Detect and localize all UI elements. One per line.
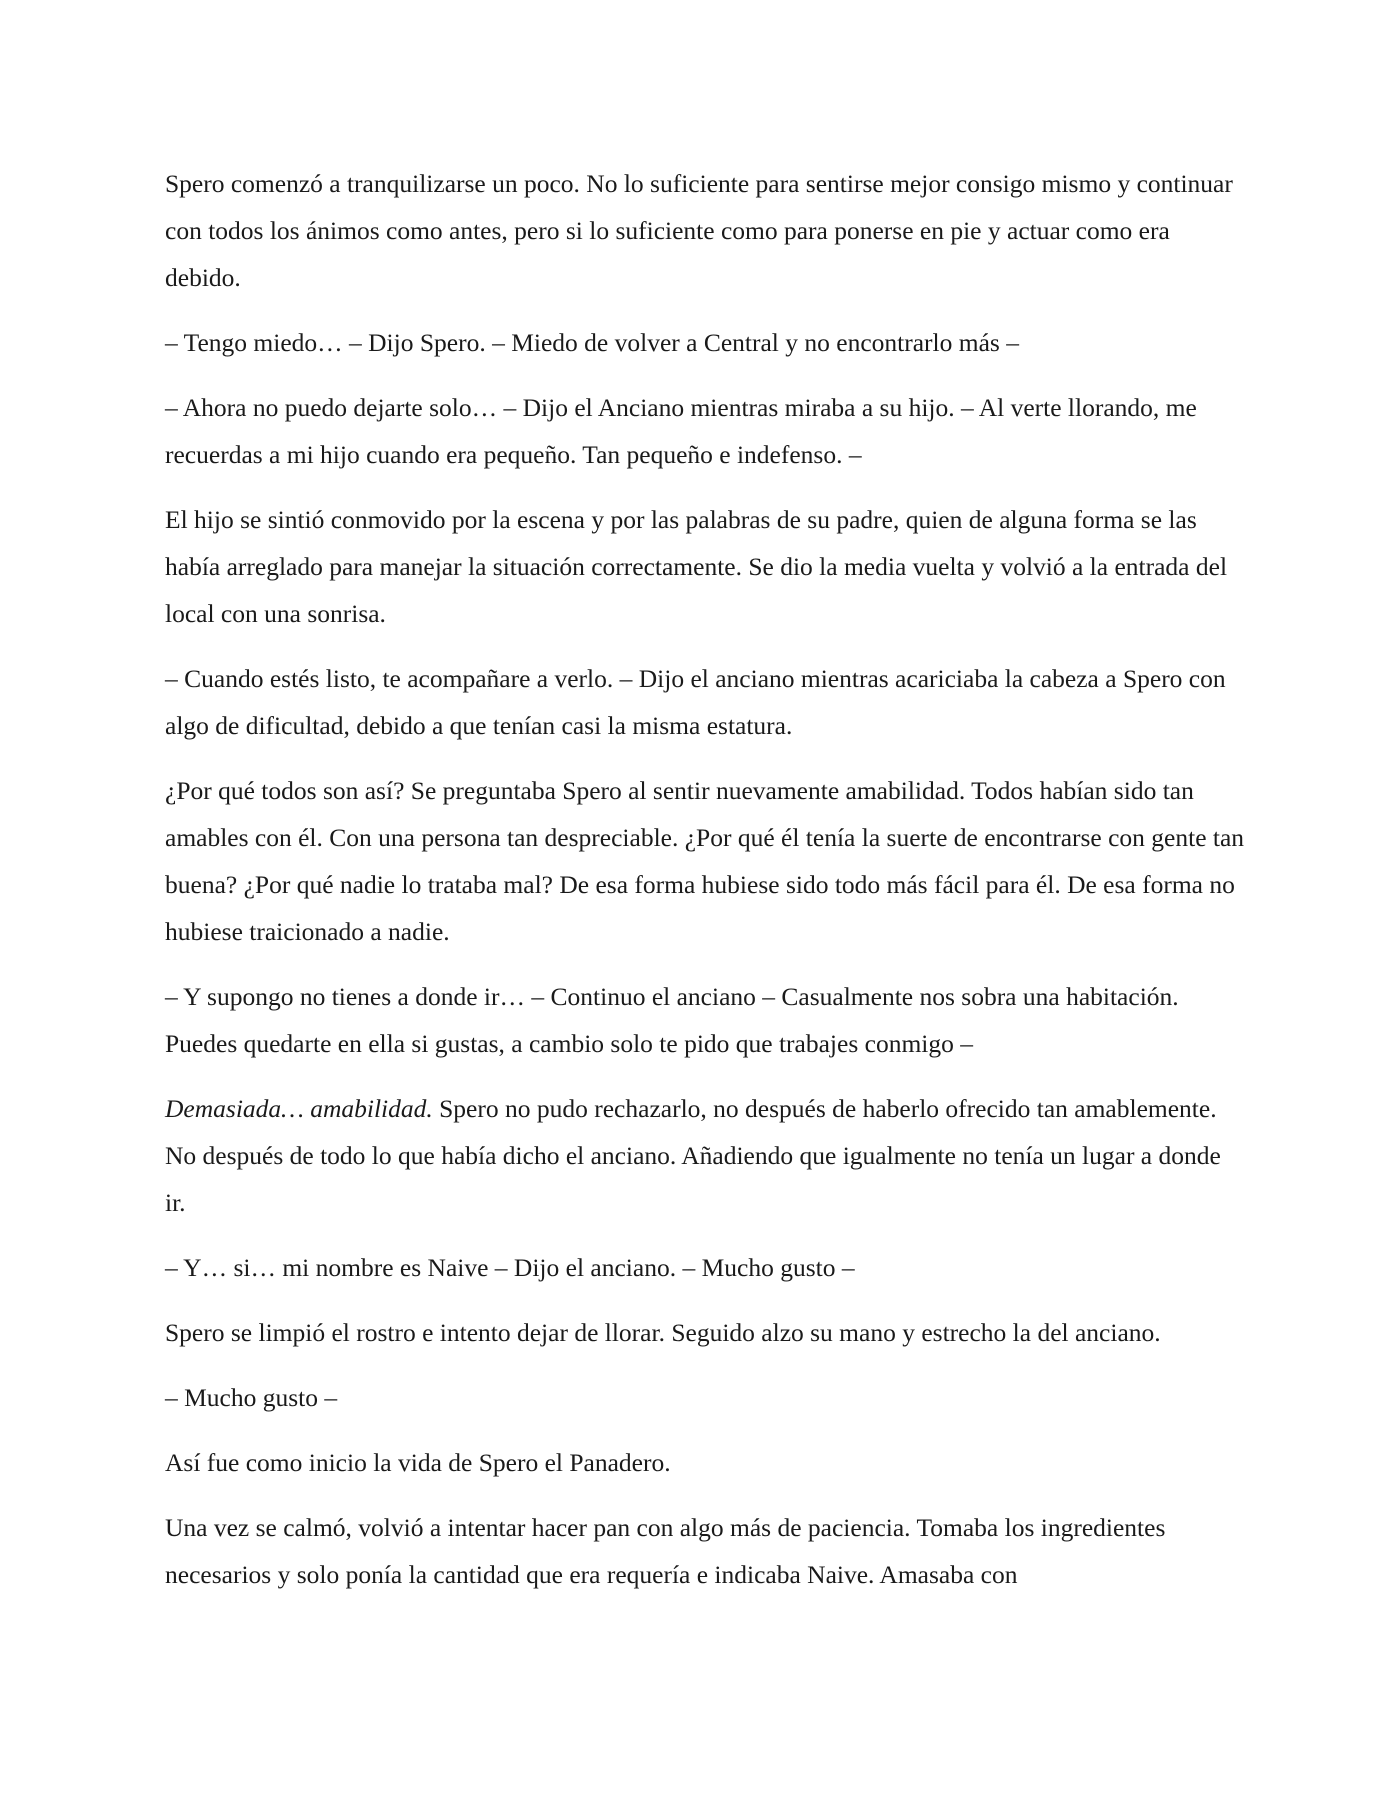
paragraph-2: – Tengo miedo… – Dijo Spero. – Miedo de volver a Central y no encontrarlo más –	[165, 328, 1019, 357]
paragraph-3: – Ahora no puedo dejarte solo… – Dijo el Anciano mientras miraba a su hijo. – Al verte llorando, me recuerdas a mi hijo cuando era pequeño. Tan pequeño e indefenso. –	[165, 393, 1197, 469]
paragraph-12: Así fue como inicio la vida de Spero el Panadero.	[165, 1448, 671, 1477]
paragraph-6: ¿Por qué todos son así? Se preguntaba Spero al sentir nuevamente amabilidad. Todos habían sido tan amables con él. Con una persona tan despreciable. ¿Por qué él tenía la suerte de encontrarse con gente tan buena? ¿Por qué nadie lo trataba mal? De esa forma hubiese sido todo más fácil para él. De esa forma no hubiese traicionado a nadie.	[165, 776, 1245, 946]
paragraph-10: Spero se limpió el rostro e intento dejar de llorar. Seguido alzo su mano y estrecho la del anciano.	[165, 1318, 1161, 1347]
paragraph-8	[165, 1085, 1245, 1226]
paragraph-8-rest: Spero no pudo rechazarlo, no después de haberlo ofrecido tan amablemente. No después de todo lo que había dicho el anciano. Añadiendo que igualmente no tenía un lugar a donde ir.	[165, 1094, 1221, 1217]
italic-phrase: Demasiada… amabilidad.	[165, 1094, 433, 1123]
paragraph-9: – Y… si… mi nombre es Naive – Dijo el anciano. – Mucho gusto –	[165, 1253, 855, 1282]
paragraph-5: – Cuando estés listo, te acompañare a verlo. – Dijo el anciano mientras acariciaba la cabeza a Spero con algo de dificultad, debido a que tenían casi la misma estatura.	[165, 664, 1226, 740]
paragraph-11: – Mucho gusto –	[165, 1383, 338, 1412]
paragraph-7: – Y supongo no tienes a donde ir… – Continuo el anciano – Casualmente nos sobra una habitación. Puedes quedarte en ella si gustas, a cambio solo te pido que trabajes conmigo –	[165, 982, 1179, 1058]
body-text	[165, 160, 1245, 1616]
paragraph-4: El hijo se sintió conmovido por la escena y por las palabras de su padre, quien de alguna forma se las había arreglado para manejar la situación correctamente. Se dio la media vuelta y volvió a la entrada del local con una sonrisa.	[165, 505, 1228, 628]
paragraph-1: Spero comenzó a tranquilizarse un poco. No lo suficiente para sentirse mejor consigo mismo y continuar con todos los ánimos como antes, pero si lo suficiente como para ponerse en pie y actuar como era debido.	[165, 169, 1233, 292]
paragraph-13: Una vez se calmó, volvió a intentar hacer pan con algo más de paciencia. Tomaba los ingredientes necesarios y solo ponía la cantidad que era requería e indicaba Naive. Amasaba con	[165, 1513, 1166, 1589]
